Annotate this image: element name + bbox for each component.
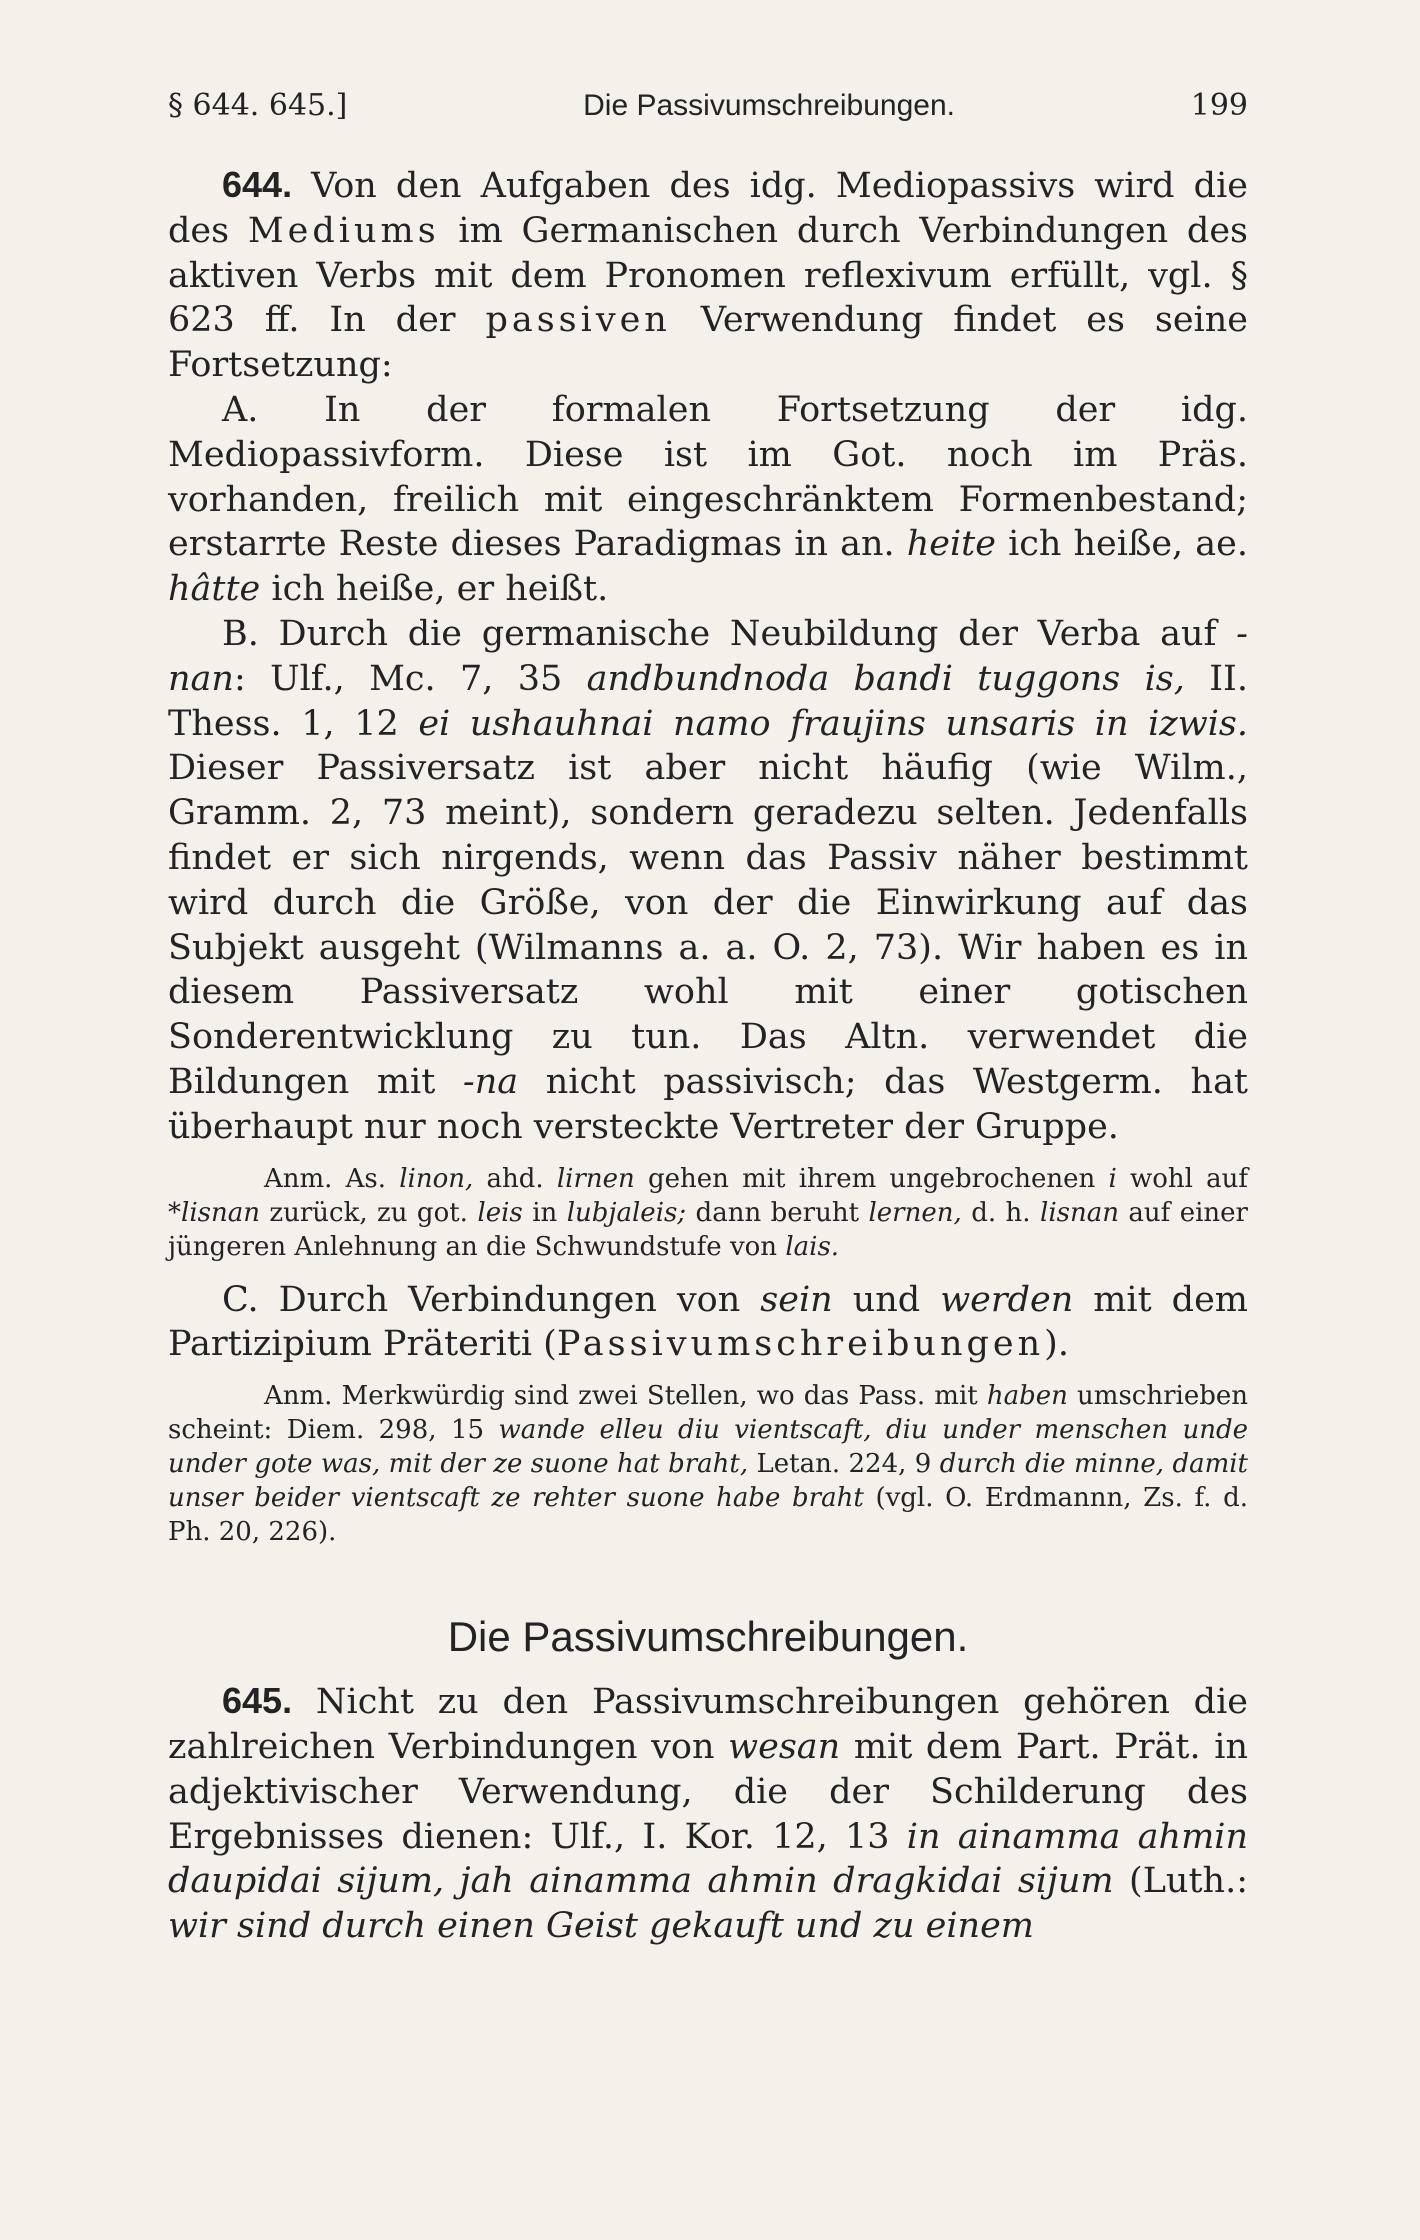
annotation-2: Anm. Merkwürdig sind zwei Stellen, wo das Pass. mit haben umschrieben scheint: Diem. 298, 15 wande elleu diu vientscaft, diu under menschen unde under gote was, mit der ze suone hat braht, Letan. 224, 9 durch die minne, damit unser beider vientscaft ze rehter suone habe braht (vgl. O. Erdmannn, Zs. f. d. Ph. 20, 226). xyxy=(168,1381,1249,1548)
page xyxy=(168,88,1248,1949)
paragraph-c: C. Durch Verbindungen von sein und werden mit dem Partizipium Präteriti (Passivumschreibungen). xyxy=(168,1279,1248,1365)
annotation-1: Anm. As. linon, ahd. lirnen gehen mit ihrem ungebrochenen i wohl auf *lisnan zurück, zu got. leis in lubjaleis; dann beruht lernen, d. h. lisnan auf einer jüngeren Anlehnung an die Schwundstufe von lais. xyxy=(168,1163,1249,1262)
paragraph-number: 645. xyxy=(222,1680,293,1722)
section-heading: Die Passivumschreibungen. xyxy=(447,1613,969,1661)
paragraph-a: A. In der formalen Fortsetzung der idg. Mediopassivform. Diese ist im Got. noch im Präs. vorhanden, freilich mit eingeschränktem Formenbestand; erstarrte Reste dieses Paradigmas in an. heite ich heiße, ae. hâtte ich heiße, er heißt. xyxy=(168,389,1248,610)
header-section-ref: § 644. 645.] xyxy=(168,88,348,123)
paragraph-b: B. Durch die germanische Neubildung der Verba auf -nan: Ulf., Mc. 7, 35 andbundnoda bandi tuggons is, II. Thess. 1, 12 ei ushauhnai namo fraujins unsaris in izwis. Dieser Passiversatz ist aber nicht häufig (wie Wilm., Gramm. 2, 73 meint), sondern geradezu selten. Jedenfalls findet er sich nirgends, wenn das Passiv näher bestimmt wird durch die Größe, von der die Einwirkung auf das Subjekt ausgeht (Wilmanns a. a. O. 2, 73). Wir haben es in diesem Passiversatz wohl mit einer gotischen Sonderentwicklung zu tun. Das Altn. verwendet die Bildungen mit -na nicht passivisch; das Westgerm. hat überhaupt nur noch versteckte Vertreter der Gruppe. xyxy=(168,613,1249,1147)
paragraph-645: 645. Nicht zu den Passivumschreibungen gehören die zahlreichen Verbindungen von wesan mit dem Part. Prät. in adjektivischer Verwendung, die der Schilderung des Ergebnisses dienen: Ulf., I. Kor. 12, 13 in ainamma ahmin daupidai sijum, jah ainamma ahmin dragkidai sijum (Luth.: wir sind durch einen Geist gekauft und zu einem xyxy=(168,1680,1248,1947)
paragraph-number: 644. xyxy=(222,164,293,205)
running-header xyxy=(168,88,1248,123)
header-title: Die Passivumschreibungen. xyxy=(583,89,955,122)
paragraph-644: 644. Von den Aufgaben des idg. Mediopassivs wird die des Mediums im Germanischen durch Verbindungen des aktiven Verbs mit dem Pronomen reflexivum erfüllt, vgl. § 623 ff. In der passiven Verwendung findet es seine Fortsetzung: xyxy=(168,164,1249,386)
page-number: 199 xyxy=(1190,88,1248,123)
